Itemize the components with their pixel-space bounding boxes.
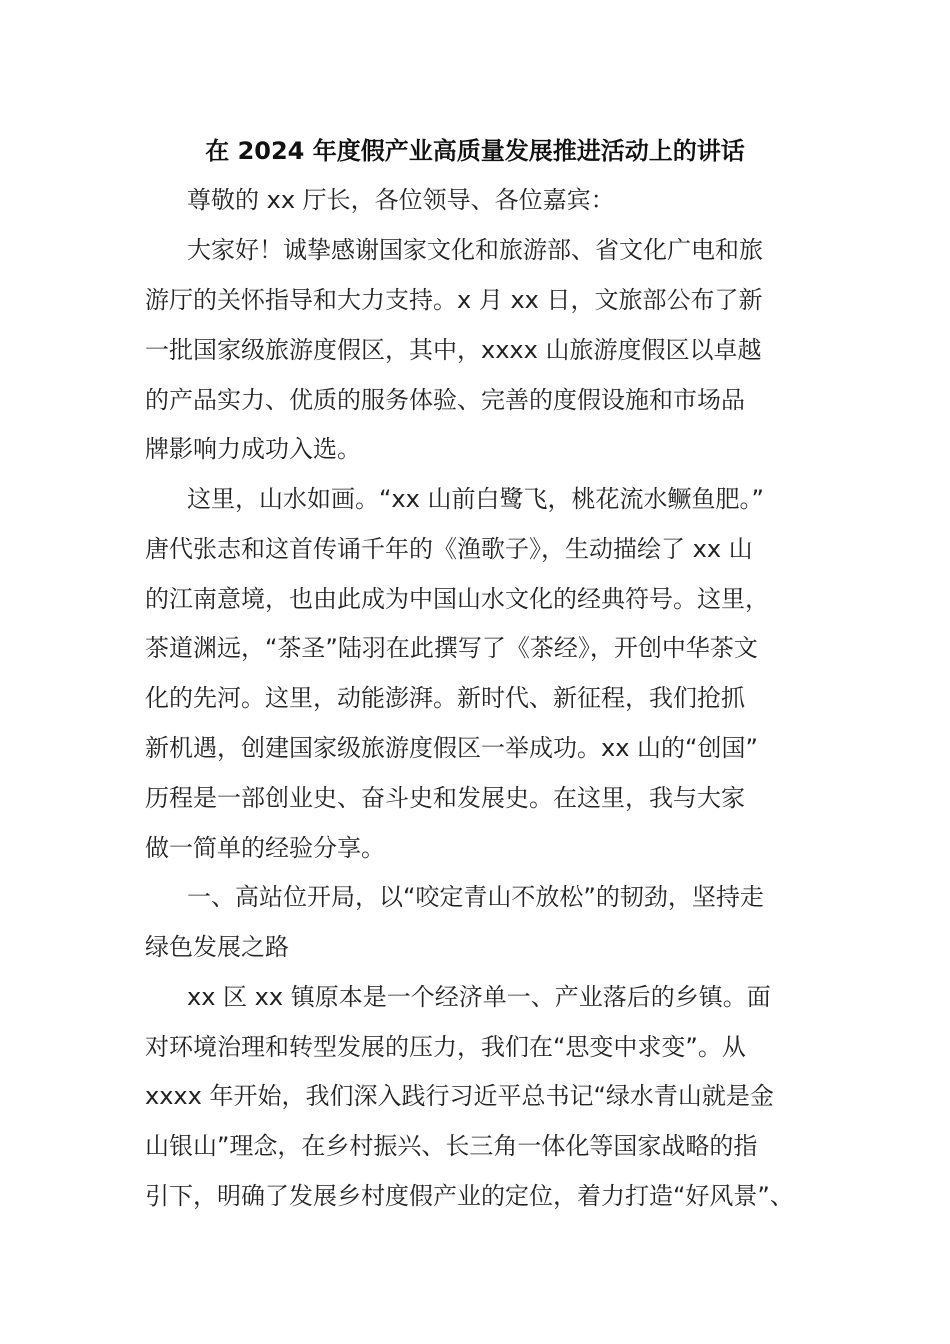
text-line: xxxx 年开始，我们深入践行习近平总书记“绿水青山就是金 [145, 1082, 774, 1110]
text-line: 对环境治理和转型发展的压力，我们在“思变中求变”。从 [145, 1033, 746, 1061]
text-line: 牌影响力成功入选。 [145, 435, 361, 463]
section-heading: 一、高站位开局，以“咬定青山不放松”的韧劲，坚持走 [187, 883, 764, 911]
text-line: 一批国家级旅游度假区，其中，xxxx 山旅游度假区以卓越 [145, 336, 762, 364]
text-line: 化的先河。这里，动能澎湃。新时代、新征程，我们抢抓 [145, 684, 745, 712]
text-line: 山银山”理念，在乡村振兴、长三角一体化等国家战略的指 [145, 1132, 758, 1160]
text-line: 历程是一部创业史、奋斗史和发展史。在这里，我与大家 [145, 784, 745, 812]
text-line: 茶道渊远，“茶圣”陆羽在此撰写了《茶经》，开创中华茶文 [145, 634, 758, 662]
text-line: 游厅的关怀指导和大力支持。x 月 xx 日，文旅部公布了新 [145, 286, 763, 314]
text-line: 引下，明确了发展乡村度假产业的定位，着力打造“好风景”、 [145, 1182, 794, 1210]
text-line: 的江南意境，也由此成为中国山水文化的经典符号。这里， [145, 585, 769, 613]
text-line: 唐代张志和这首传诵千年的《渔歌子》，生动描绘了 xx 山 [145, 535, 753, 563]
section-heading: 绿色发展之路 [145, 933, 289, 961]
document-title: 在 2024 年度假产业高质量发展推进活动上的讲话 [205, 137, 745, 165]
text-line: 尊敬的 xx 厅长，各位领导、各位嘉宾： [187, 186, 615, 214]
text-line: 大家好！诚挚感谢国家文化和旅游部、省文化广电和旅 [187, 236, 763, 264]
text-line: 新机遇，创建国家级旅游度假区一举成功。xx 山的“创国” [145, 734, 758, 762]
text-line: 这里，山水如画。“xx 山前白鹭飞，桃花流水鳜鱼肥。” [187, 485, 764, 513]
text-line: 的产品实力、优质的服务体验、完善的度假设施和市场品 [145, 386, 745, 414]
text-line: xx 区 xx 镇原本是一个经济单一、产业落后的乡镇。面 [187, 983, 771, 1011]
text-line: 做一简单的经验分享。 [145, 834, 385, 862]
